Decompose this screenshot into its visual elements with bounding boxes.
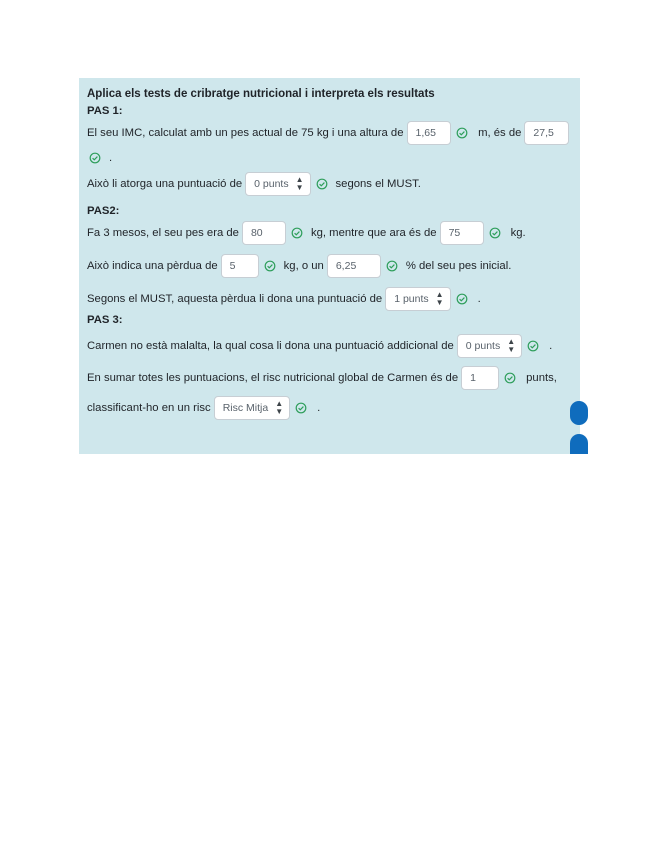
class-select-value: Risc Mitja: [222, 401, 269, 414]
weight-text-a: Fa 3 mesos, el seu pes era de: [87, 226, 239, 239]
loss-line: [87, 252, 572, 279]
total-text-a: En sumar totes les puntuacions, el risc nutricional global de Carmen és de: [87, 371, 459, 384]
must-score-line: [87, 170, 572, 197]
check-circle-icon: [316, 178, 328, 190]
imc-text-a: El seu IMC, calculat amb un pes actual de 75 kg i una altura de: [87, 126, 404, 139]
score-text-a: Això li atorga una puntuació de: [87, 177, 243, 190]
check-circle-icon: [264, 260, 276, 272]
imc-line: [87, 119, 572, 146]
loss-pct-input[interactable]: 6,25: [327, 254, 381, 278]
loss-text-a: Això indica una pèrdua de: [87, 259, 218, 272]
score-select-value: 0 punts: [254, 177, 289, 190]
total-input[interactable]: 1: [461, 366, 499, 390]
check-circle-icon: [291, 227, 303, 239]
score-select[interactable]: [245, 172, 310, 196]
step-2-heading: PAS2:: [87, 205, 120, 217]
imc-text-c: .: [109, 152, 113, 164]
current-weight-input[interactable]: 75: [440, 221, 484, 245]
up-down-caret-icon: ▲ ▼: [295, 174, 304, 192]
up-down-caret-icon: ▲ ▼: [435, 289, 444, 307]
question-panel: [79, 78, 580, 454]
imc-line-cont: [87, 146, 572, 170]
check-circle-icon: [295, 402, 307, 414]
classification-line: [87, 394, 572, 421]
loss-text-b: kg, o un: [283, 259, 324, 272]
must-select[interactable]: [385, 287, 450, 311]
check-circle-icon: [456, 127, 468, 139]
illness-text-a: Carmen no està malalta, la qual cosa li dona una puntuació addicional de: [87, 339, 454, 352]
illness-select[interactable]: [457, 334, 522, 358]
step-3-heading: PAS 3:: [87, 314, 123, 326]
must-text-a: Segons el MUST, aquesta pèrdua li dona una puntuació de: [87, 292, 383, 305]
must-text-b: .: [477, 292, 481, 305]
illness-line: [87, 332, 572, 359]
past-weight-input[interactable]: 80: [242, 221, 286, 245]
class-text-a: classificant-ho en un risc: [87, 401, 211, 414]
check-circle-icon: [504, 372, 516, 384]
class-text-b: .: [317, 401, 321, 414]
check-circle-icon: [386, 260, 398, 272]
loss-text-c: % del seu pes inicial.: [405, 259, 512, 272]
must-loss-line: [87, 285, 572, 312]
loss-kg-input[interactable]: 5: [221, 254, 259, 278]
weight-line: [87, 219, 572, 246]
side-tab-button[interactable]: [570, 434, 588, 454]
up-down-caret-icon: ▲ ▼: [275, 398, 284, 416]
total-text-b: punts,: [526, 371, 557, 384]
illness-text-b: .: [549, 339, 553, 352]
step-1-heading: PAS 1:: [87, 105, 123, 117]
check-circle-icon: [527, 340, 539, 352]
side-tab-button[interactable]: [570, 401, 588, 425]
check-circle-icon: [489, 227, 501, 239]
total-line: [87, 364, 572, 391]
check-circle-icon: [89, 152, 101, 164]
illness-select-value: 0 punts: [465, 339, 501, 352]
must-select-value: 1 punts: [394, 292, 429, 305]
imc-input[interactable]: 27,5: [524, 121, 569, 145]
weight-text-b: kg, mentre que ara és de: [310, 226, 437, 239]
up-down-caret-icon: ▲ ▼: [507, 336, 516, 354]
height-input[interactable]: 1,65: [407, 121, 452, 145]
score-text-b: segons el MUST.: [335, 177, 421, 190]
class-select[interactable]: [214, 396, 290, 420]
imc-text-b: m, és de: [478, 126, 522, 139]
check-circle-icon: [456, 293, 468, 305]
weight-text-c: kg.: [510, 226, 526, 239]
question-title: Aplica els tests de cribratge nutricional i interpreta els resultats: [87, 88, 435, 100]
